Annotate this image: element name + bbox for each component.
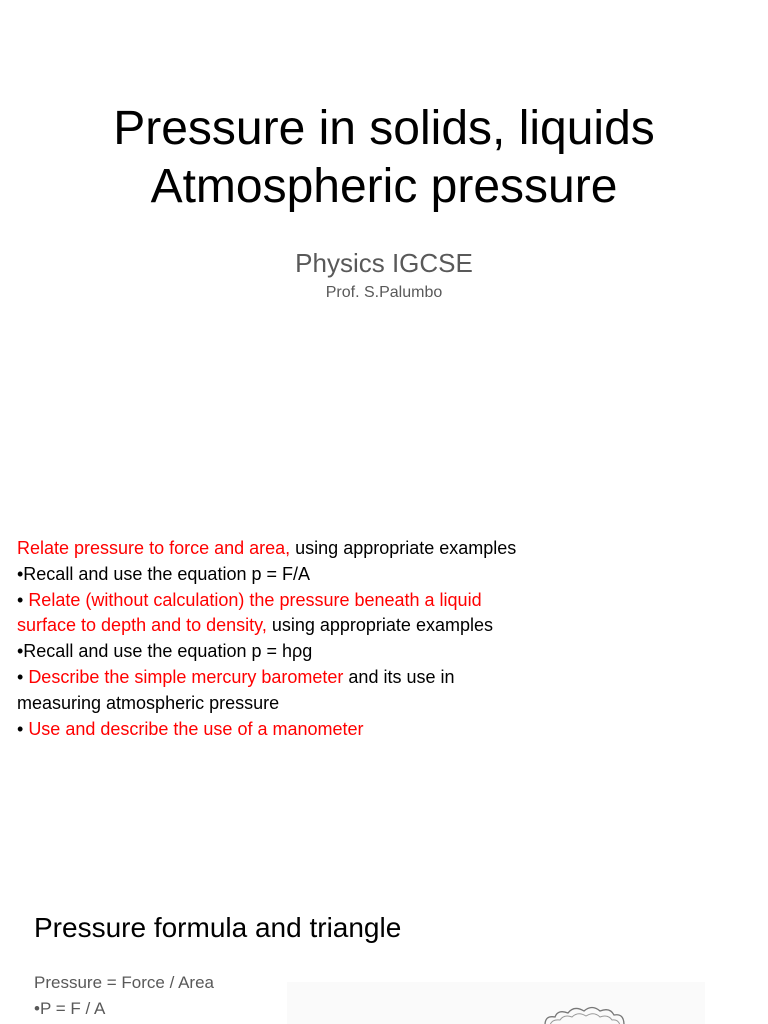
objective-highlight: surface to depth and to density, (17, 615, 267, 636)
objective-text: using appropriate examples (266, 615, 493, 636)
objective-line: •Recall and use the equation p = hρg (17, 641, 313, 662)
objective-line: measuring atmospheric pressure (17, 692, 280, 713)
formula-slide (0, 895, 768, 1024)
objective-highlight: Describe the simple mercury barometer (28, 666, 344, 687)
objective-highlight: Relate pressure to force and area, (17, 538, 291, 558)
bullet: • (17, 666, 29, 687)
objective-line (17, 536, 757, 562)
formula-line: •P = F / A (34, 999, 106, 1018)
cloud-drawing-icon (540, 1005, 630, 1024)
main-title (0, 100, 768, 216)
formula-slide-title: Pressure formula and triangle (34, 912, 402, 943)
formula-slide-body (34, 970, 214, 1022)
objective-line (17, 613, 757, 639)
objective-line (17, 665, 757, 691)
author: Prof. S.Palumbo (325, 284, 443, 301)
objective-line: •Recall and use the equation p = F/A (17, 563, 310, 584)
objective-highlight: Use and describe the use of a manometer (28, 718, 364, 739)
title-line-2: Atmospheric pressure (150, 160, 618, 213)
objective-highlight: Relate (without calculation) the pressure beneath a liquid (28, 589, 482, 610)
objective-text: using appropriate examples (290, 538, 517, 558)
learning-objectives (17, 536, 757, 742)
objective-line (17, 588, 757, 614)
title-line-1: Pressure in solids, liquids (113, 102, 655, 155)
subtitle: Physics IGCSE (295, 248, 473, 278)
bullet: • (17, 589, 29, 610)
objective-line (17, 717, 757, 743)
title-slide (0, 0, 768, 470)
diagram-image-area (287, 982, 705, 1024)
bullet: • (17, 718, 29, 739)
formula-line: Pressure = Force / Area (34, 973, 214, 992)
objective-text: and its use in (343, 666, 455, 687)
